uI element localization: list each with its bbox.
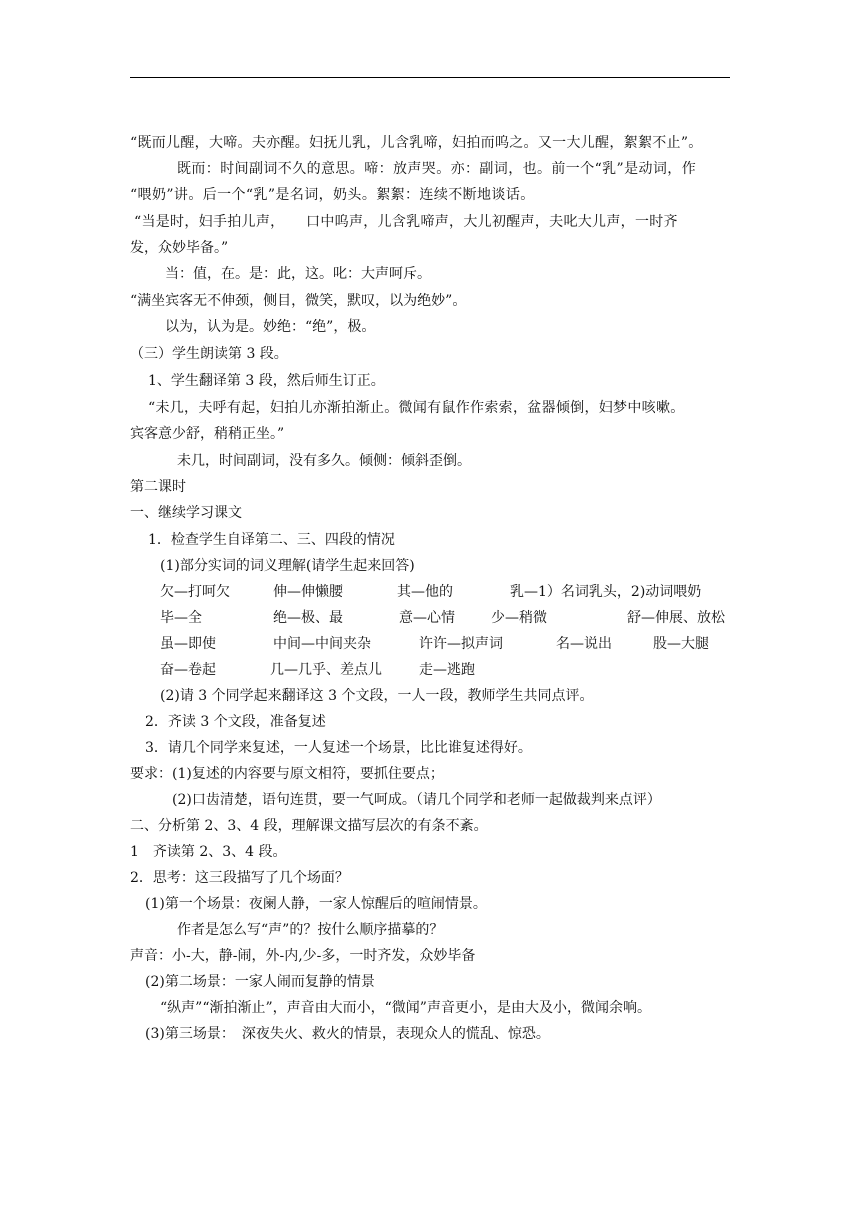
step-line: (2)请 3 个同学起来翻译这 3 个文段，一人一段，教师学生共同点评。 — [160, 688, 594, 704]
quote-line: 宾客意少舒，稍稍正坐。” — [130, 426, 285, 442]
vocab-item: 名—说出 — [556, 636, 612, 652]
vocab-item: 乳—1）名词乳头，2)动词喂奶 — [510, 584, 702, 600]
vocab-item: 许许—拟声词 — [419, 636, 503, 652]
vocab-item: 中间—中间夹杂 — [273, 636, 371, 652]
scene-note: 声音：小-大，静-闹，外-内,少-多，一时齐发，众妙毕备 — [130, 948, 476, 964]
step-line: 2．齐读 3 个文段，准备复述 — [145, 714, 326, 730]
vocab-item: 虽—即使 — [160, 636, 216, 652]
quote-line: “未几，夫呼有起，妇拍儿亦渐拍渐止。微闻有鼠作作索索，盆器倾倒，妇梦中咳嗽。 — [148, 400, 685, 416]
annotation-line: 以为，认为是。妙绝：“绝”，极。 — [165, 319, 376, 335]
vocab-item: 其—他的 — [397, 584, 453, 600]
annotation-line: 当：值，在。是：此，这。叱：大声呵斥。 — [165, 266, 431, 282]
vocab-item: 少—稍微 — [491, 610, 547, 626]
step-line: 1．检查学生自译第二、三、四段的情况 — [148, 532, 395, 548]
vocab-item: 舒—伸展、放松 — [627, 610, 725, 626]
step-line: 1 齐读第 2、3、4 段。 — [130, 844, 287, 860]
section-heading: 一、继续学习课文 — [130, 505, 242, 521]
vocab-item: 欠—打呵欠 — [160, 584, 230, 600]
step-line: 2．思考：这三段描写了几个场面？ — [130, 870, 349, 886]
quote-line: 发，众妙毕备。” — [130, 240, 229, 256]
vocab-item: 绝—极、最 — [273, 610, 343, 626]
quote-line: “满坐宾客无不伸颈，侧目，微笑，默叹，以为绝妙”。 — [130, 293, 467, 309]
vocab-item: 伸—伸懒腰 — [273, 584, 343, 600]
annotation-line: 未几，时间副词，没有多久。倾侧：倾斜歪倒。 — [177, 453, 471, 469]
step-line: (1)部分实词的词义理解(请学生起来回答) — [160, 558, 415, 574]
step-line: 1、学生翻译第 3 段，然后师生订正。 — [148, 373, 385, 389]
vocab-item: 几—几乎、差点儿 — [270, 662, 382, 678]
header-rule — [130, 77, 730, 78]
section-heading: 二、分析第 2、3、4 段，理解课文描写层次的有条不紊。 — [130, 818, 488, 834]
scene-note: “纵声”“渐拍渐止”，声音由大而小，“微闻”声音更小，是由大及小，微闻余响。 — [160, 1000, 651, 1016]
scene-line: (2)第二场景：一家人闹而复静的情景 — [145, 974, 375, 990]
scene-note: 作者是怎么写“声”的？按什么顺序描摹的？ — [177, 922, 444, 938]
annotation-line: 既而：时间副词不久的意思。啼：放声哭。亦：副词，也。前一个“乳”是动词，作 — [177, 161, 697, 177]
requirement-line: (2)口齿清楚，语句连贯，要一气呵成。（请几个同学和老师一起做裁判来点评） — [172, 792, 661, 808]
step-line: 3．请几个同学来复述，一人复述一个场景，比比谁复述得好。 — [145, 740, 532, 756]
vocab-item: 毕—全 — [160, 610, 202, 626]
scene-line: (1)第一个场景：夜阑人静，一家人惊醒后的喧闹情景。 — [145, 896, 487, 912]
requirement-line: 要求：(1)复述的内容要与原文相符，要抓住要点； — [130, 766, 444, 782]
scene-line: (3)第三场景： 深夜失火、救火的情景，表现众人的慌乱、惊恐。 — [145, 1026, 550, 1042]
section-heading: （三）学生朗读第 3 段。 — [130, 346, 288, 362]
quote-line: “既而儿醒，大啼。夫亦醒。妇抚儿乳，儿含乳啼，妇拍而呜之。又一大儿醒，絮絮不止”。 — [130, 135, 703, 151]
lesson-heading: 第二课时 — [130, 479, 186, 495]
quote-line: “当是时，妇手拍儿声， 口中呜声，儿含乳啼声，大儿初醒声，夫叱大儿声，一时齐 — [134, 214, 678, 230]
vocab-item: 走—逃跑 — [419, 662, 475, 678]
vocab-item: 意—心情 — [399, 610, 455, 626]
annotation-line: “喂奶”讲。后一个“乳”是名词，奶头。絮絮：连续不断地谈话。 — [130, 187, 535, 203]
vocab-item: 奋—卷起 — [160, 662, 216, 678]
vocab-item: 股—大腿 — [653, 636, 709, 652]
